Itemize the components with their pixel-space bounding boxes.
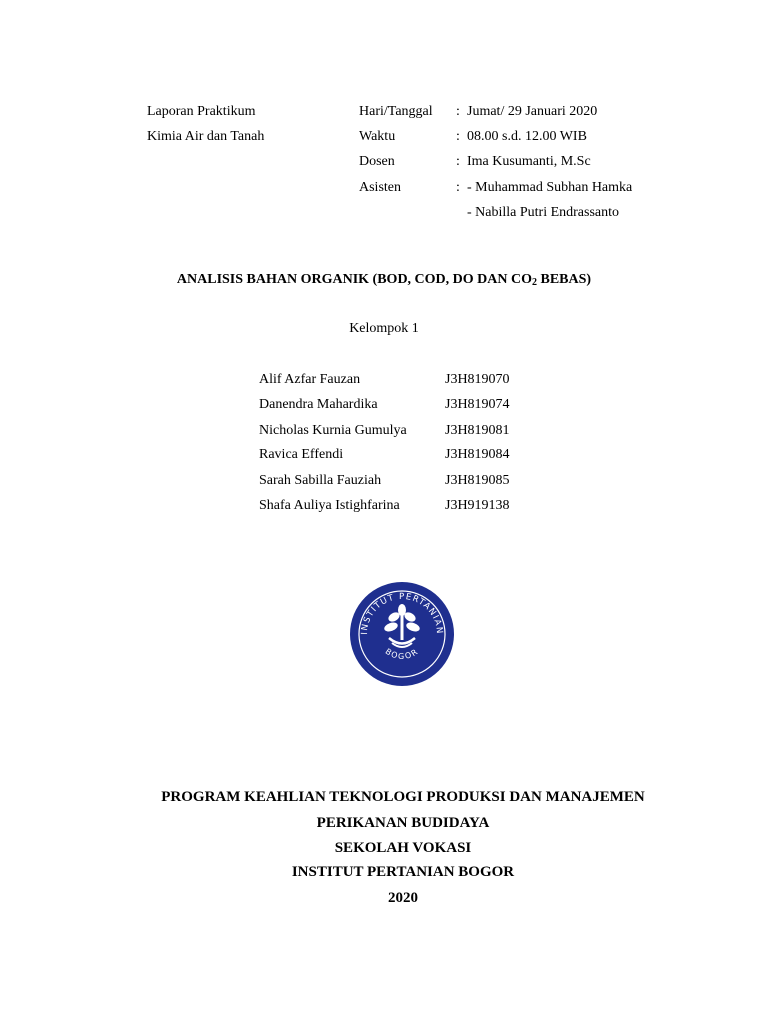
member-nim: J3H819081 bbox=[445, 423, 510, 438]
program-line-2: PERIKANAN BUDIDAYA bbox=[316, 815, 490, 831]
date-colon: : bbox=[456, 104, 460, 119]
assistant-label: Asisten bbox=[359, 180, 401, 195]
assistant-colon: : bbox=[456, 180, 460, 195]
member-nim: J3H919138 bbox=[445, 498, 510, 513]
member-nim: J3H819070 bbox=[445, 372, 510, 387]
logo-text-bottom: BOGOR bbox=[383, 646, 421, 661]
member-nim: J3H819084 bbox=[445, 447, 510, 462]
course-type: Laporan Praktikum bbox=[147, 104, 256, 119]
member-name: Sarah Sabilla Fauziah bbox=[259, 473, 382, 488]
member-name: Shafa Auliya Istighfarina bbox=[259, 498, 400, 513]
school-name: SEKOLAH VOKASI bbox=[334, 840, 472, 856]
lecturer-value: Ima Kusumanti, M.Sc bbox=[467, 154, 591, 169]
institution-name: INSTITUT PERTANIAN BOGOR bbox=[291, 864, 515, 880]
report-title bbox=[0, 273, 768, 287]
member-nim: J3H819074 bbox=[445, 397, 510, 412]
lecturer-colon: : bbox=[456, 154, 460, 169]
report-title-tail: BEBAS) bbox=[537, 272, 592, 287]
report-title-subscript: 2 bbox=[532, 277, 537, 288]
time-colon: : bbox=[456, 129, 460, 144]
time-value: 08.00 s.d. 12.00 WIB bbox=[467, 129, 587, 144]
logo-text-top: INSTITUT PERTANIAN bbox=[359, 591, 445, 636]
program-line-1: PROGRAM KEAHLIAN TEKNOLOGI PRODUKSI DAN MANAJEMEN bbox=[161, 789, 645, 805]
lecturer-label: Dosen bbox=[359, 154, 395, 169]
group-label: Kelompok 1 bbox=[349, 321, 419, 336]
member-name: Ravica Effendi bbox=[259, 447, 344, 462]
report-title-main: ANALISIS BAHAN ORGANIK (BOD, COD, DO DAN CO bbox=[176, 272, 532, 287]
assistant-value-1: - Muhammad Subhan Hamka bbox=[467, 180, 633, 195]
member-nim: J3H819085 bbox=[445, 473, 510, 488]
member-name: Alif Azfar Fauzan bbox=[259, 372, 361, 387]
date-value: Jumat/ 29 Januari 2020 bbox=[467, 104, 598, 119]
date-label: Hari/Tanggal bbox=[359, 104, 433, 119]
time-label: Waktu bbox=[359, 129, 396, 144]
course-name: Kimia Air dan Tanah bbox=[147, 129, 265, 144]
member-name: Nicholas Kurnia Gumulya bbox=[259, 423, 407, 438]
report-year: 2020 bbox=[388, 890, 418, 906]
member-name: Danendra Mahardika bbox=[259, 397, 378, 412]
assistant-value-2: - Nabilla Putri Endrassanto bbox=[467, 205, 620, 220]
ipb-logo bbox=[349, 581, 455, 687]
